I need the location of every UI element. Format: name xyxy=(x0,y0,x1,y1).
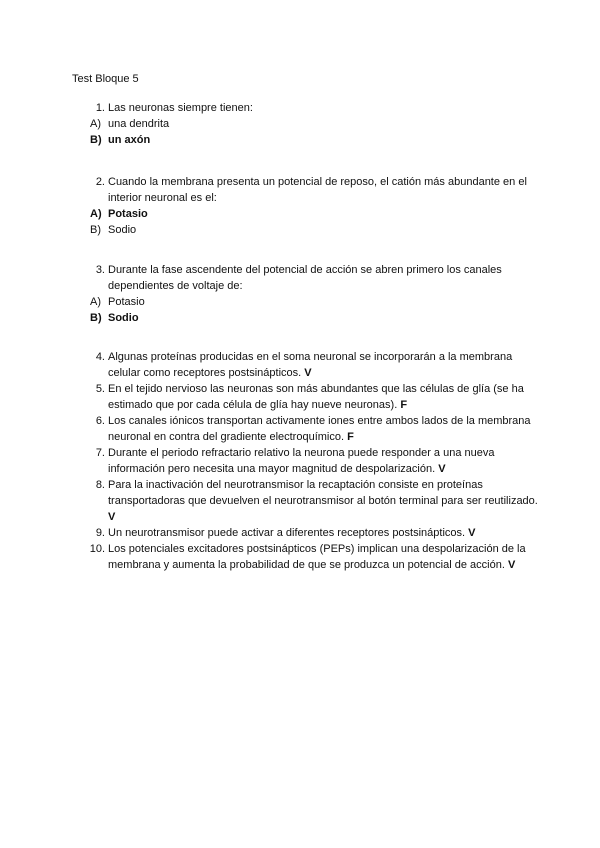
option-text: Sodio xyxy=(108,224,137,236)
option-letter: B) xyxy=(90,312,102,324)
statement-number: 4. xyxy=(95,351,105,363)
option-text: Sodio xyxy=(108,312,139,324)
question-text: Durante la fase ascendente del potencial de acción se abren primero los canales dependientes de voltaje de: xyxy=(108,264,502,292)
option-letter: A) xyxy=(90,296,101,308)
statement-text: Un neurotransmisor puede activar a diferentes receptores postsinápticos. xyxy=(108,527,466,539)
true-false-list xyxy=(72,349,542,573)
statement-9 xyxy=(72,525,542,541)
document-title: Test Bloque 5 xyxy=(72,73,139,85)
statement-text: Para la inactivación del neurotransmisor la recaptación consiste en proteínas transportadoras que devuelven el neurotransmisor al botón terminal para ser reutilizado. xyxy=(108,479,538,507)
statement-text: Durante el periodo refractario relativo la neurona puede responder a una nueva información pero necesita una mayor magnitud de despolarización. xyxy=(108,447,495,475)
question-3 xyxy=(72,262,542,326)
option-text: un axón xyxy=(108,134,151,146)
statement-number: 8. xyxy=(95,479,105,491)
question-text: Cuando la membrana presenta un potencial de reposo, el catión más abundante en el interior neuronal es el: xyxy=(108,176,527,204)
answer-mark: V xyxy=(507,559,516,571)
option-a xyxy=(72,294,542,310)
statement-number: 9. xyxy=(95,527,105,539)
statement-text: En el tejido nervioso las neuronas son más abundantes que las células de glía (se ha estimado que por cada célula de glía hay nueve neuronas). xyxy=(108,383,524,411)
question-2 xyxy=(72,174,542,238)
answer-mark: F xyxy=(400,399,408,411)
question-number: 1. xyxy=(95,102,105,114)
statement-4 xyxy=(72,349,542,381)
question-text: Las neuronas siempre tienen: xyxy=(108,102,253,114)
statement-8 xyxy=(72,477,542,525)
answer-mark: F xyxy=(347,431,354,443)
option-a-correct xyxy=(72,206,542,222)
statement-text: Algunas proteínas producidas en el soma neuronal se incorporarán a la membrana celular como receptores postsinápticos. xyxy=(108,351,513,379)
statement-number: 5. xyxy=(95,383,105,395)
statement-number: 7. xyxy=(95,447,105,459)
statement-number: 10. xyxy=(89,543,105,555)
option-text: una dendrita xyxy=(108,118,170,130)
option-text: Potasio xyxy=(108,296,145,308)
statement-10 xyxy=(72,541,542,573)
answer-mark: V xyxy=(438,463,446,475)
option-b xyxy=(72,222,542,238)
answer-mark: V xyxy=(304,367,312,379)
question-1 xyxy=(72,100,542,148)
option-letter: B) xyxy=(90,134,102,146)
answer-mark: V xyxy=(468,527,476,539)
option-letter: B) xyxy=(90,224,101,236)
question-number: 3. xyxy=(95,264,105,276)
statement-number: 6. xyxy=(95,415,105,427)
statement-text: Los potenciales excitadores postsinápticos (PEPs) implican una despolarización de la membrana y aumenta la probabilidad de que se produzca un potencial de acción. xyxy=(108,543,526,571)
option-a xyxy=(72,116,542,132)
question-number: 2. xyxy=(95,176,105,188)
option-letter: A) xyxy=(90,208,102,220)
answer-mark: V xyxy=(108,511,116,523)
option-b-correct xyxy=(72,132,542,148)
statement-6 xyxy=(72,413,542,445)
statement-text: Los canales iónicos transportan activamente iones entre ambos lados de la membrana neuronal en contra del gradiente electroquímico. xyxy=(108,415,531,443)
option-text: Potasio xyxy=(108,208,148,220)
option-b-correct xyxy=(72,310,542,326)
option-letter: A) xyxy=(90,118,101,130)
statement-7 xyxy=(72,445,542,477)
statement-5 xyxy=(72,381,542,413)
